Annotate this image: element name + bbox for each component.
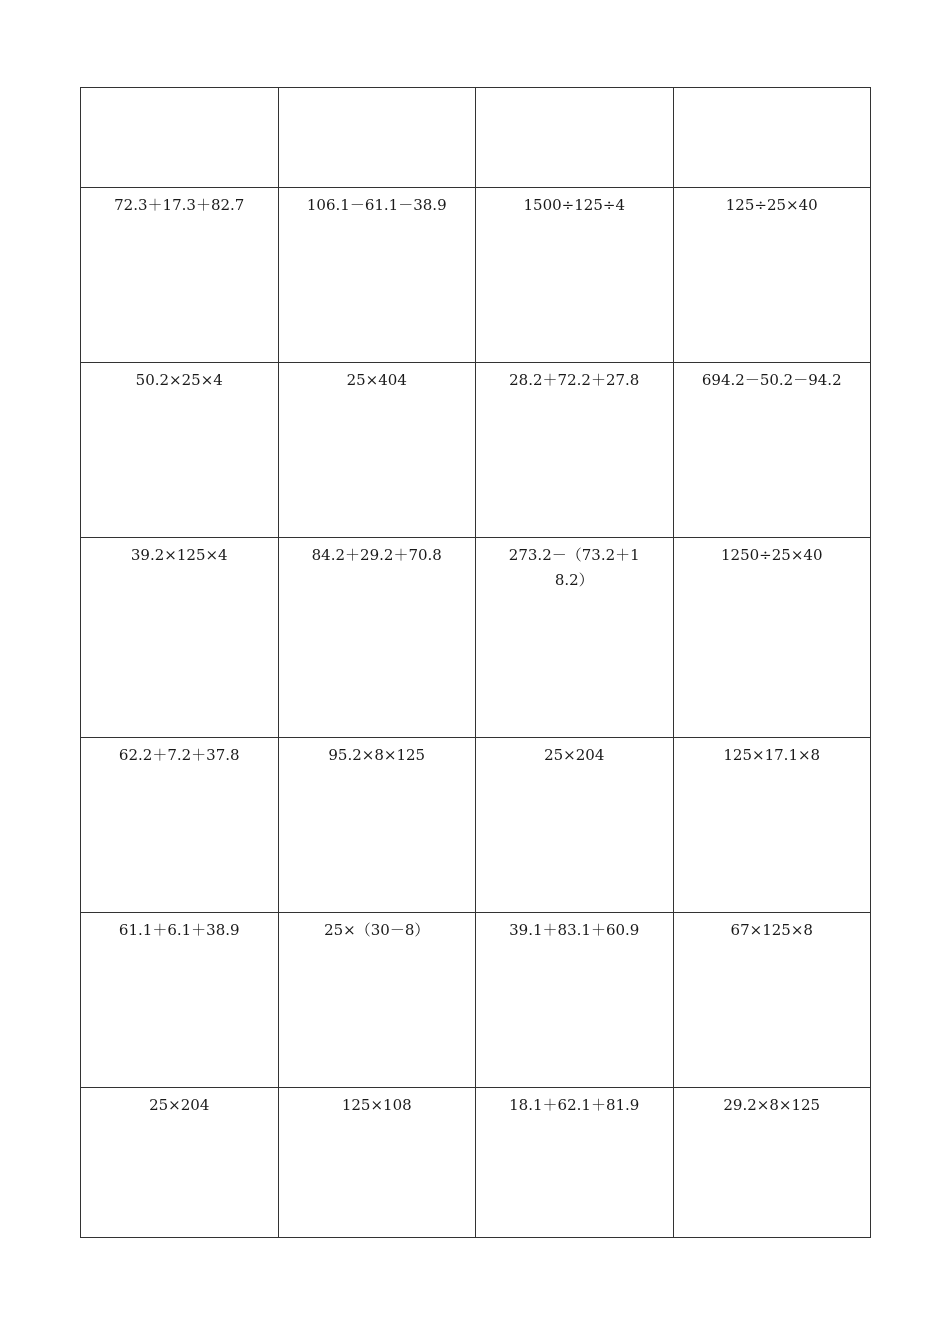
worksheet-table — [80, 87, 871, 1238]
problem-cell: 106.1－61.1－38.9 — [278, 188, 476, 363]
problem-cell: 84.2＋29.2＋70.8 — [278, 538, 476, 738]
problem-cell: 61.1＋6.1＋38.9 — [81, 913, 279, 1088]
table-row — [81, 188, 871, 363]
problem-cell: 125÷25×40 — [673, 188, 871, 363]
problem-cell: 694.2－50.2－94.2 — [673, 363, 871, 538]
problem-cell: 25×204 — [476, 738, 674, 913]
problem-cell: 72.3＋17.3＋82.7 — [81, 188, 279, 363]
table-row — [81, 738, 871, 913]
problem-cell: 39.2×125×4 — [81, 538, 279, 738]
problem-cell: 39.1＋83.1＋60.9 — [476, 913, 674, 1088]
problem-cell: 273.2－（73.2＋18.2） — [476, 538, 674, 738]
problem-cell: 50.2×25×4 — [81, 363, 279, 538]
problem-cell: 95.2×8×125 — [278, 738, 476, 913]
problem-cell — [81, 88, 279, 188]
problem-cell: 18.1＋62.1＋81.9 — [476, 1088, 674, 1238]
problem-cell: 28.2＋72.2＋27.8 — [476, 363, 674, 538]
table-row — [81, 1088, 871, 1238]
table-row — [81, 88, 871, 188]
problem-cell — [476, 88, 674, 188]
table-row — [81, 363, 871, 538]
problem-cell: 25×204 — [81, 1088, 279, 1238]
table-row — [81, 913, 871, 1088]
problem-cell — [673, 88, 871, 188]
problem-cell — [278, 88, 476, 188]
table-row — [81, 538, 871, 738]
problem-cell: 25×404 — [278, 363, 476, 538]
problem-cell: 29.2×8×125 — [673, 1088, 871, 1238]
problem-cell: 1500÷125÷4 — [476, 188, 674, 363]
problem-cell: 67×125×8 — [673, 913, 871, 1088]
problem-cell: 125×108 — [278, 1088, 476, 1238]
problem-cell: 1250÷25×40 — [673, 538, 871, 738]
problem-cell: 62.2＋7.2＋37.8 — [81, 738, 279, 913]
problem-cell: 125×17.1×8 — [673, 738, 871, 913]
problem-cell: 25×（30－8） — [278, 913, 476, 1088]
